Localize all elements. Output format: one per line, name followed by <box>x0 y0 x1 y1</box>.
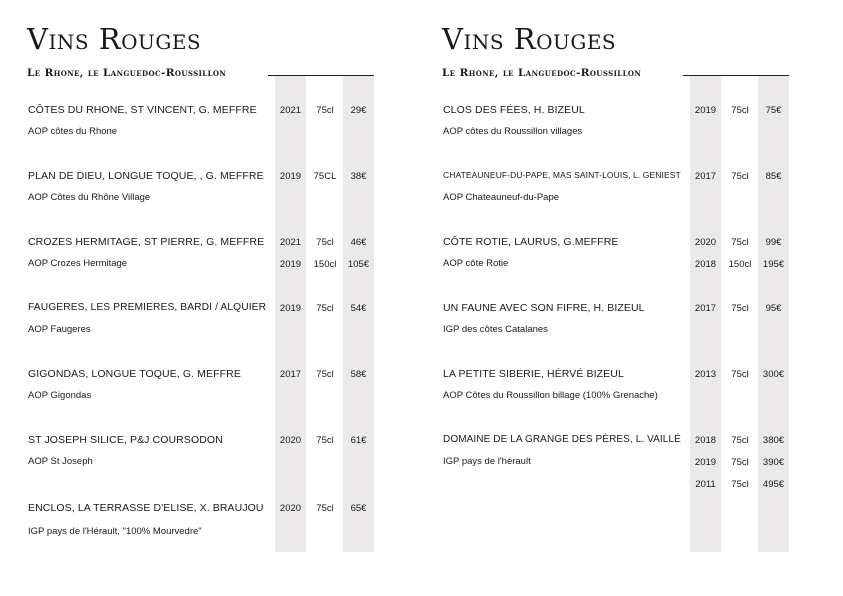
price: 85€ <box>765 171 782 182</box>
price: 95€ <box>765 303 782 314</box>
vintage-year: 2018 <box>694 435 717 446</box>
vintage-year: 2017 <box>694 303 717 314</box>
vintage-year: 2013 <box>694 369 717 380</box>
vintage-row <box>442 479 790 493</box>
price: 75€ <box>765 105 782 116</box>
vintage-row <box>442 171 790 185</box>
vintage-row <box>27 303 375 317</box>
price: 38€ <box>350 171 367 182</box>
bottle-size: 75cl <box>731 105 749 116</box>
region-subtitle: Le Rhone, le Languedoc-Roussillon <box>27 67 227 79</box>
bottle-size: 75CL <box>313 171 337 182</box>
vintage-row <box>27 503 375 517</box>
section-title: Vins Rouges <box>27 22 202 56</box>
vintage-row <box>27 369 375 383</box>
section-title: Vins Rouges <box>442 22 617 56</box>
bottle-size: 75cl <box>316 369 334 380</box>
vintage-row <box>27 171 375 185</box>
wine-name: ST JOSEPH SILICE, P&J COURSODON <box>28 434 223 446</box>
bottle-size: 150cl <box>313 259 337 270</box>
wine-appellation: IGP pays de l'Hérault, "100% Mourvedre" <box>28 526 202 537</box>
price: 99€ <box>765 237 782 248</box>
wine-name: GIGONDAS, LONGUE TOQUE, G. MEFFRE <box>28 368 241 380</box>
bottle-size: 75cl <box>316 237 334 248</box>
wine-name: FAUGERES, LES PREMIERES, BARDI / ALQUIER <box>28 302 267 313</box>
price: 58€ <box>350 369 367 380</box>
wine-appellation: AOP Chateauneuf-du-Pape <box>443 192 560 203</box>
wine-appellation: IGP des côtes Catalanes <box>443 324 548 335</box>
vintage-year: 2021 <box>279 105 302 116</box>
vintage-year: 2021 <box>279 237 302 248</box>
wine-appellation: IGP pays de l'hérault <box>443 456 531 467</box>
wine-appellation: AOP côtes du Rhone <box>28 126 118 137</box>
wine-name: UN FAUNE AVEC SON FIFRE, H. BIZEUL <box>443 302 645 314</box>
vintage-year: 2020 <box>279 435 302 446</box>
wine-name: CÔTE ROTIE, LAURUS, G.MEFFRE <box>443 236 619 248</box>
vintage-row <box>442 237 790 251</box>
bottle-size: 75cl <box>731 457 749 468</box>
vintage-year: 2019 <box>694 105 717 116</box>
wine-appellation: AOP Côtes du Rhône Village <box>28 192 151 203</box>
wine-name: LA PETITE SIBERIE, HÉRVÉ BIZEUL <box>443 368 624 380</box>
wine-appellation: AOP côtes du Roussillon villages <box>443 126 583 137</box>
bottle-size: 75cl <box>731 479 749 490</box>
bottle-size: 75cl <box>731 435 749 446</box>
price: 46€ <box>350 237 367 248</box>
price: 65€ <box>350 503 367 514</box>
bottle-size: 75cl <box>731 171 749 182</box>
bottle-size: 75cl <box>316 503 334 514</box>
wine-name: ENCLOS, LA TERRASSE D'ELISE, X. BRAUJOU <box>28 502 264 514</box>
price: 495€ <box>762 479 785 490</box>
vintage-year: 2020 <box>279 503 302 514</box>
price: 29€ <box>350 105 367 116</box>
vintage-year: 2017 <box>694 171 717 182</box>
wine-appellation: AOP Gigondas <box>28 390 92 401</box>
wine-appellation: AOP Faugeres <box>28 324 91 335</box>
bottle-size: 75cl <box>316 435 334 446</box>
vintage-year: 2019 <box>279 259 302 270</box>
bottle-size: 75cl <box>731 237 749 248</box>
vintage-row <box>442 369 790 383</box>
wine-appellation: AOP St Joseph <box>28 456 93 467</box>
wine-appellation: AOP Côtes du Roussillon billage (100% Grenache) <box>443 390 658 401</box>
vintage-year: 2019 <box>279 171 302 182</box>
wine-appellation: AOP côte Rotie <box>443 258 509 269</box>
vintage-year: 2020 <box>694 237 717 248</box>
wine-name: PLAN DE DIEU, LONGUE TOQUE, , G. MEFFRE <box>28 170 264 182</box>
price: 61€ <box>350 435 367 446</box>
vintage-year: 2019 <box>694 457 717 468</box>
vintage-row <box>442 303 790 317</box>
wine-name: CROZES HERMITAGE, ST PIERRE, G. MEFFRE <box>28 236 265 248</box>
wine-list-column-left <box>27 0 375 596</box>
vintage-year: 2017 <box>279 369 302 380</box>
price: 300€ <box>762 369 785 380</box>
vintage-row <box>442 435 790 449</box>
wine-name: CÔTES DU RHONE, ST VINCENT, G. MEFFRE <box>28 104 257 116</box>
wine-name: CHATEAUNEUF-DU-PAPE, MAS SAINT-LOUIS, L. GENIEST <box>443 170 681 180</box>
wine-name: DOMAINE DE LA GRANGE DES PÈRES, L. VAILLÉ <box>443 434 681 445</box>
vintage-year: 2011 <box>695 479 716 490</box>
vintage-row <box>27 105 375 119</box>
region-subtitle: Le Rhone, le Languedoc-Roussillon <box>442 67 642 79</box>
price: 195€ <box>762 259 785 270</box>
price: 54€ <box>350 303 367 314</box>
wine-appellation: AOP Crozes Hermitage <box>28 258 128 269</box>
vintage-year: 2019 <box>279 303 302 314</box>
bottle-size: 150cl <box>728 259 752 270</box>
bottle-size: 75cl <box>731 303 749 314</box>
price: 380€ <box>762 435 785 446</box>
bottle-size: 75cl <box>316 303 334 314</box>
bottle-size: 75cl <box>731 369 749 380</box>
vintage-year: 2018 <box>694 259 717 270</box>
price: 390€ <box>762 457 785 468</box>
vintage-row <box>442 105 790 119</box>
vintage-row <box>27 435 375 449</box>
bottle-size: 75cl <box>316 105 334 116</box>
wine-name: CLOS DES FÉES, H. BIZEUL <box>443 104 585 116</box>
wine-list-column-right <box>442 0 790 596</box>
price: 105€ <box>347 259 370 270</box>
vintage-row <box>27 237 375 251</box>
